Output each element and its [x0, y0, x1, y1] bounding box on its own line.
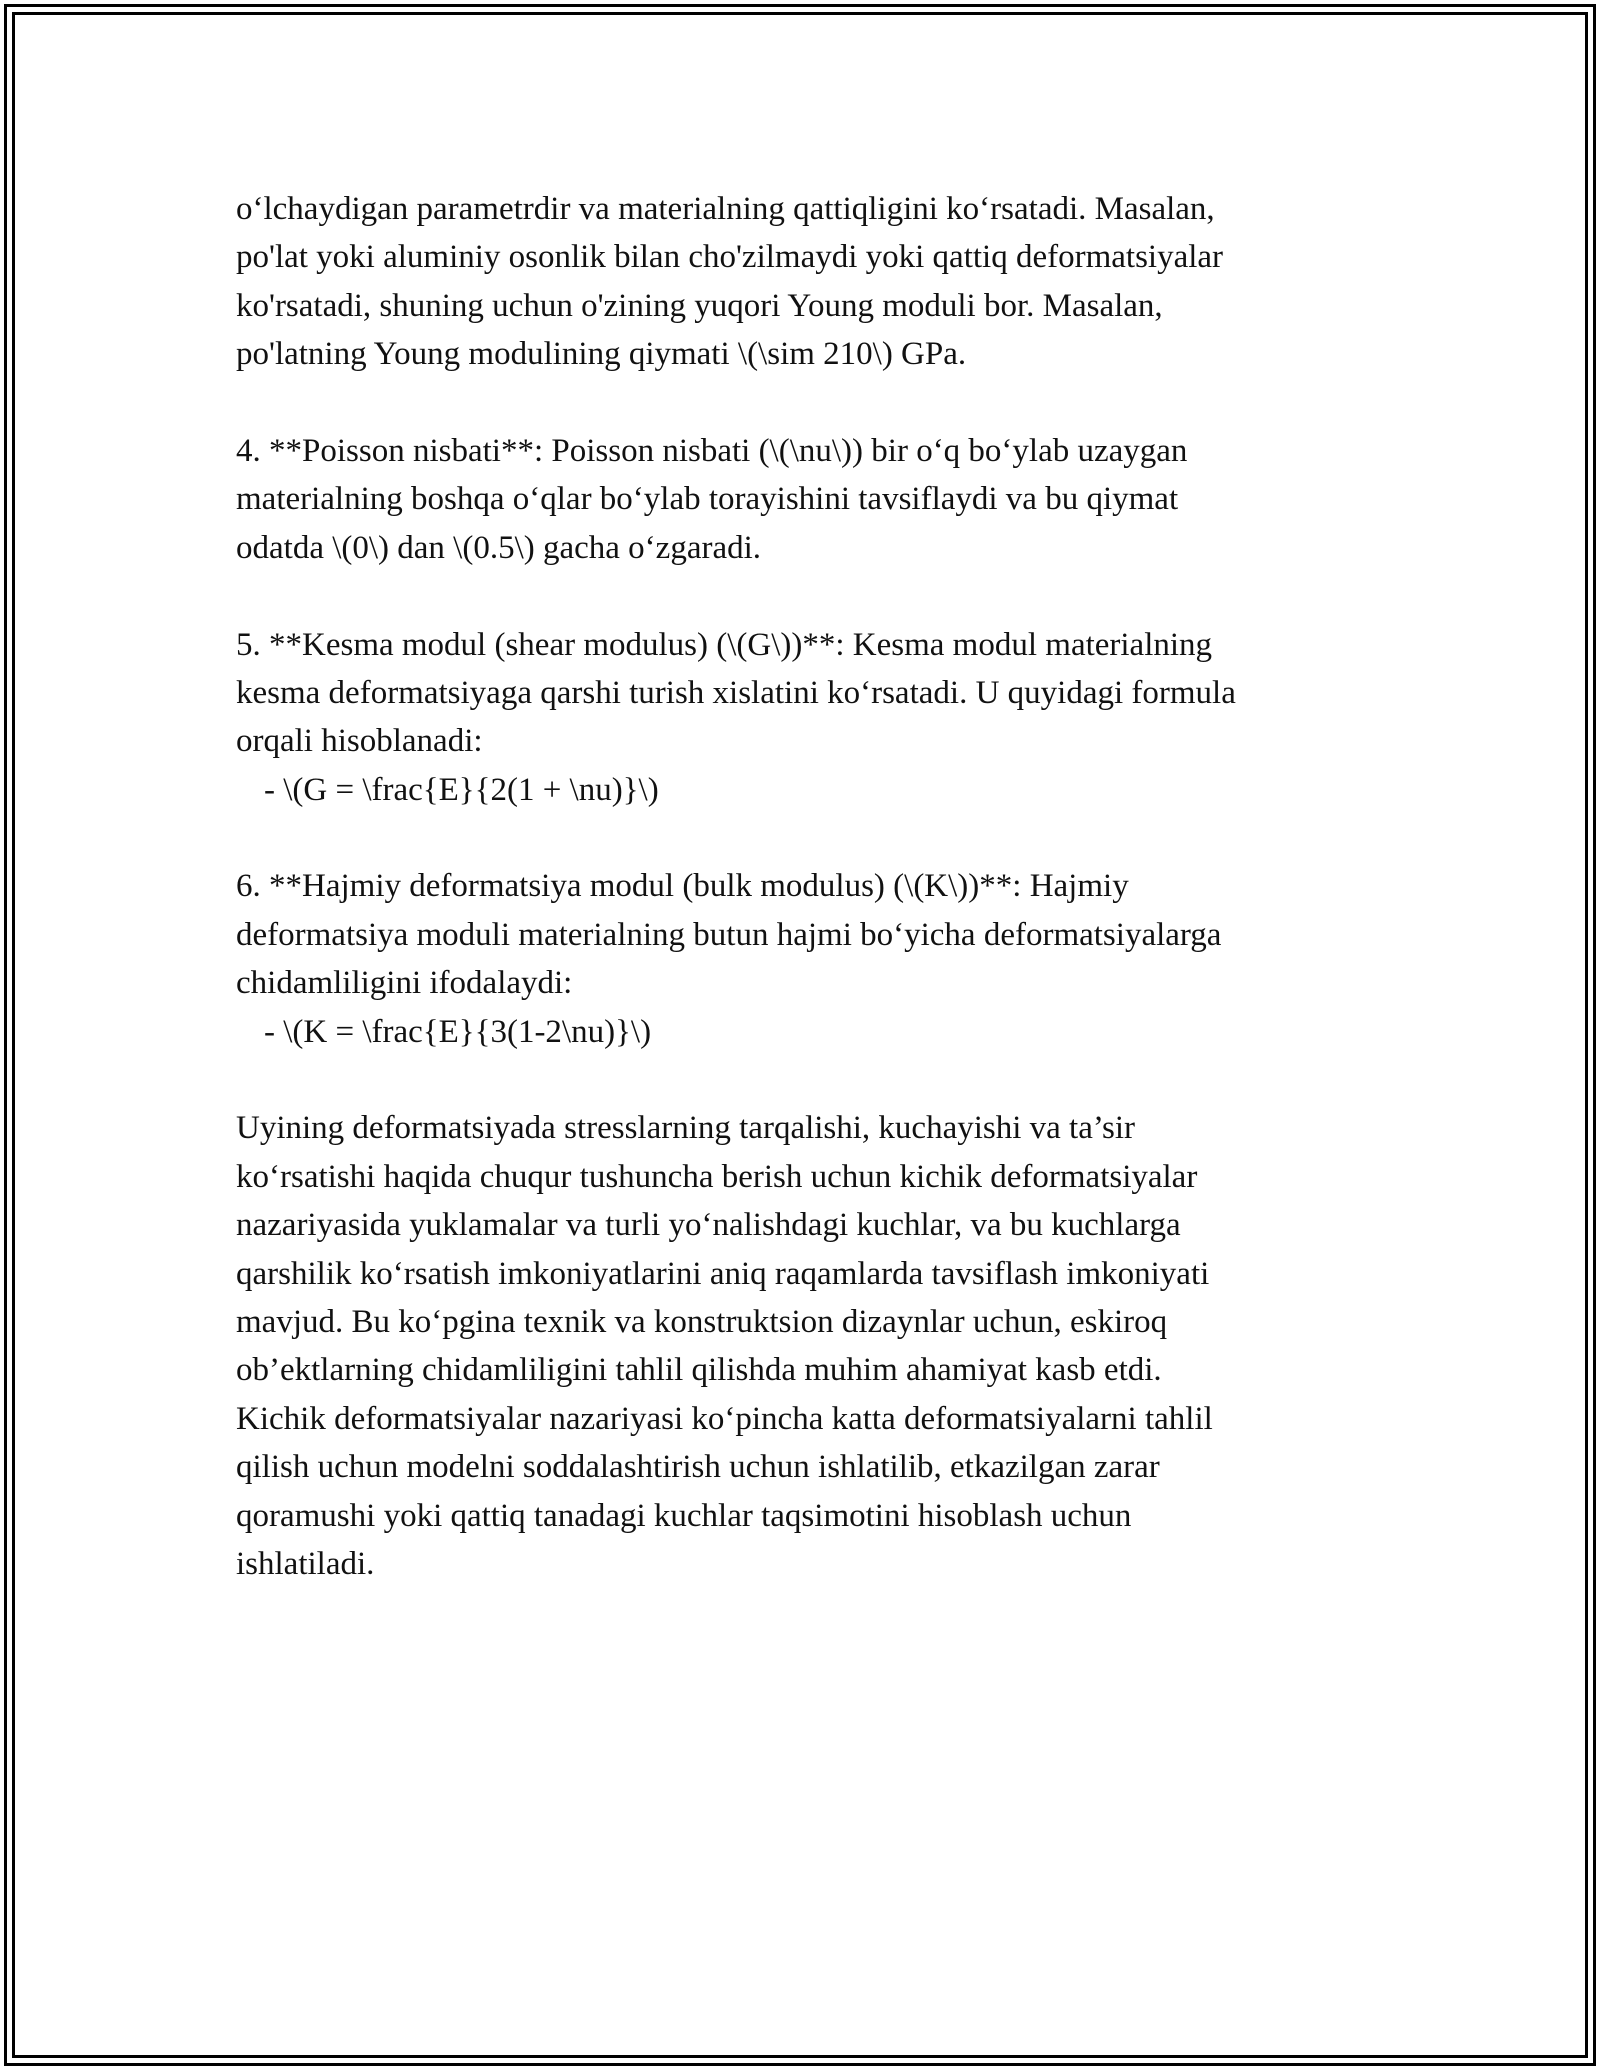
- document-body: [236, 185, 1396, 1588]
- text-line: qarshilik ko‘rsatish imkoniyatlarini aniq raqamlarda tavsiflash imkoniyati: [236, 1255, 1210, 1292]
- text-line: 5. **Kesma modul (shear modulus) (\(G\))**: Kesma modul materialning: [236, 626, 1213, 663]
- text-line: materialning boshqa o‘qlar bo‘ylab torayishini tavsiflaydi va bu qiymat: [236, 481, 1179, 518]
- text-line: o‘lchaydigan parametrdir va materialning qattiqligini ko‘rsatadi. Masalan,: [236, 191, 1215, 227]
- text-line: qilish uchun modelni soddalashtirish uchun ishlatilib, etkazilgan zarar: [236, 1449, 1160, 1486]
- text-line: po'lat yoki aluminiy osonlik bilan cho'zilmaydi yoki qattiq deformatsiyalar: [236, 239, 1224, 276]
- formula-shear-modulus: - \(G = \frac{E}{2(1 + \nu)}\): [264, 771, 659, 808]
- text-line: ko'rsatadi, shuning uchun o'zining yuqori Young moduli bor. Masalan,: [236, 287, 1163, 324]
- text-line: orqali hisoblanadi:: [236, 723, 483, 760]
- text-line: chidamliligini ifodalaydi:: [236, 965, 573, 1002]
- list-item-bulk-modulus: [236, 862, 1396, 1056]
- text-line: 6. **Hajmiy deformatsiya modul (bulk modulus) (\(K\))**: Hajmiy: [236, 868, 1129, 905]
- text-line: Kichik deformatsiyalar nazariyasi ko‘pincha katta deformatsiyalarni tahlil: [236, 1400, 1213, 1437]
- text-line: nazariyasida yuklamalar va turli yo‘nalishdagi kuchlar, va bu kuchlarga: [236, 1207, 1181, 1244]
- text-line: kesma deformatsiyaga qarshi turish xislatini ko‘rsatadi. U quyidagi formula: [236, 674, 1236, 711]
- paragraph-spacer: [236, 1056, 1396, 1104]
- text-line: ob’ektlarning chidamliligini tahlil qilishda muhim ahamiyat kasb etdi.: [236, 1352, 1162, 1389]
- paragraph-spacer: [236, 379, 1396, 427]
- list-item-poisson-ratio: [236, 427, 1396, 572]
- text-line: deformatsiya moduli materialning butun hajmi bo‘yicha deformatsiyalarga: [236, 916, 1222, 953]
- paragraph-intro: [236, 185, 1396, 379]
- text-line: odatda \(0\) dan \(0.5\) gacha o‘zgaradi.: [236, 529, 762, 566]
- text-line: ko‘rsatishi haqida chuqur tushuncha berish uchun kichik deformatsiyalar: [236, 1158, 1198, 1195]
- text-line: 4. **Poisson nisbati**: Poisson nisbati (\(\nu\)) bir o‘q bo‘ylab uzaygan: [236, 432, 1188, 469]
- list-item-shear-modulus: [236, 621, 1396, 815]
- paragraph-final: [236, 1104, 1396, 1588]
- text-line: Uyining deformatsiyada stresslarning tarqalishi, kuchayishi va ta’sir: [236, 1110, 1136, 1147]
- paragraph-spacer: [236, 814, 1396, 862]
- paragraph-spacer: [236, 572, 1396, 620]
- text-line: ishlatiladi.: [236, 1545, 375, 1582]
- formula-bulk-modulus: - \(K = \frac{E}{3(1-2\nu)}\): [264, 1013, 652, 1050]
- text-line: qoramushi yoki qattiq tanadagi kuchlar taqsimotini hisoblash uchun: [236, 1497, 1132, 1534]
- text-line: po'latning Young modulining qiymati \(\sim 210\) GPa.: [236, 336, 967, 373]
- text-line: mavjud. Bu ko‘pgina texnik va konstruktsion dizaynlar uchun, eskiroq: [236, 1303, 1168, 1340]
